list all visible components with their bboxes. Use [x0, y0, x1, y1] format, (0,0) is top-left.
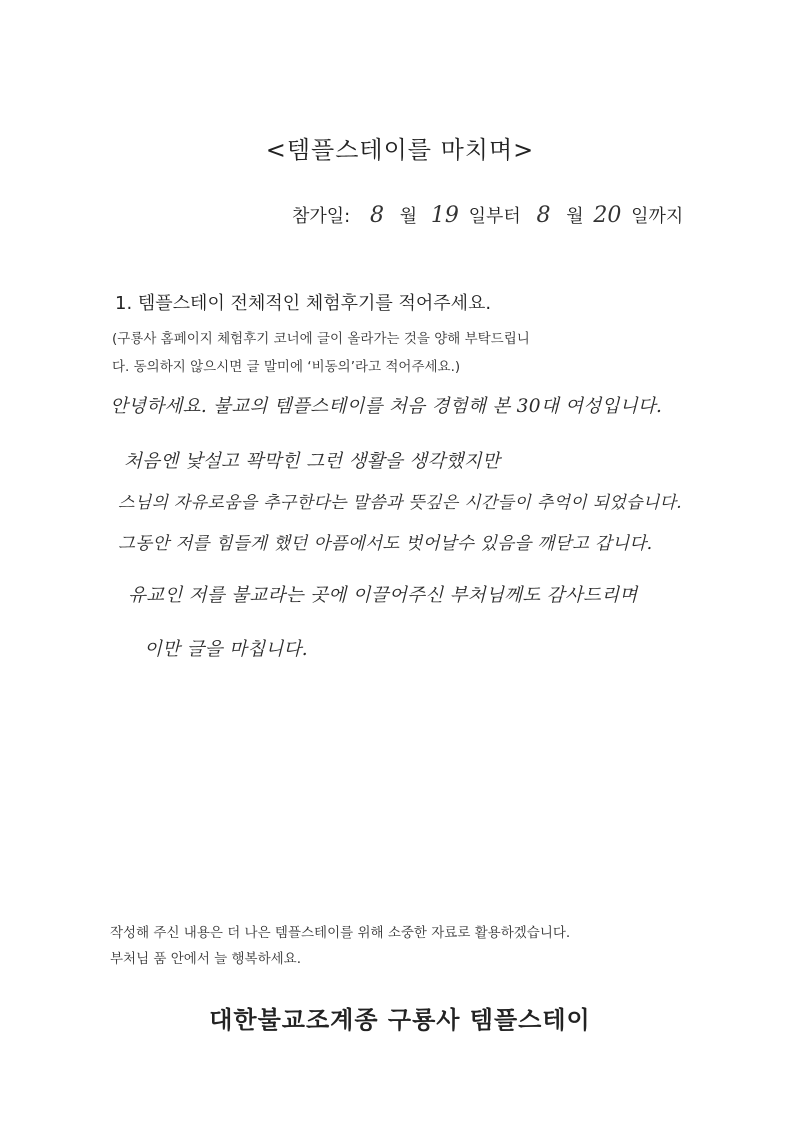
- question-1: 1. 템플스테이 전체적인 체험후기를 적어주세요.: [115, 293, 492, 314]
- end-month-value: 8: [536, 203, 551, 228]
- consent-note-line-2: 다. 동의하지 않으시면 글 말미에 ‘비동의’라고 적어주세요.): [112, 359, 461, 375]
- answer-line-6: 이만 글을 마칩니다.: [144, 639, 308, 660]
- participation-dates: [292, 202, 683, 228]
- consent-note-line-1: (구룡사 홈페이지 체험후기 코너에 글이 올라가는 것을 양해 부탁드립니: [112, 331, 530, 347]
- start-day-value: 19: [430, 203, 459, 228]
- answer-line-2: 처음엔 낯설고 꽉막힌 그런 생활을 생각했지만: [124, 451, 501, 472]
- form-title: <템플스테이를 마치며>: [265, 136, 535, 164]
- end-day-value: 20: [593, 203, 622, 228]
- start-month-word: 월: [399, 206, 418, 227]
- organization-name: 대한불교조계종 구룡사 템플스테이: [209, 1006, 591, 1034]
- answer-line-4: 그동안 저를 힘들게 했던 아픔에서도 벗어날수 있음을 깨닫고 갑니다.: [118, 534, 653, 554]
- start-month-value: 8: [369, 203, 384, 228]
- end-month-word: 월: [566, 206, 584, 227]
- participation-label: 참가일:: [292, 206, 351, 227]
- answer-line-5: 유교인 저를 불교라는 곳에 이끌어주신 부처님께도 감사드리며: [128, 585, 638, 606]
- answer-line-3: 스님의 자유로움을 추구한다는 말씀과 뜻깊은 시간들이 추억이 되었습니다.: [118, 493, 683, 513]
- answer-line-1: 안녕하세요. 불교의 템플스테이를 처음 경험해 본 30대 여성입니다.: [110, 396, 663, 417]
- footer-line-1: 작성해 주신 내용은 더 나은 템플스테이를 위해 소중한 자료로 활용하겠습니다.: [110, 925, 571, 941]
- from-word: 일부터: [468, 206, 521, 227]
- to-word: 일까지: [631, 206, 684, 227]
- footer-line-2: 부처님 품 안에서 늘 행복하세요.: [110, 951, 301, 967]
